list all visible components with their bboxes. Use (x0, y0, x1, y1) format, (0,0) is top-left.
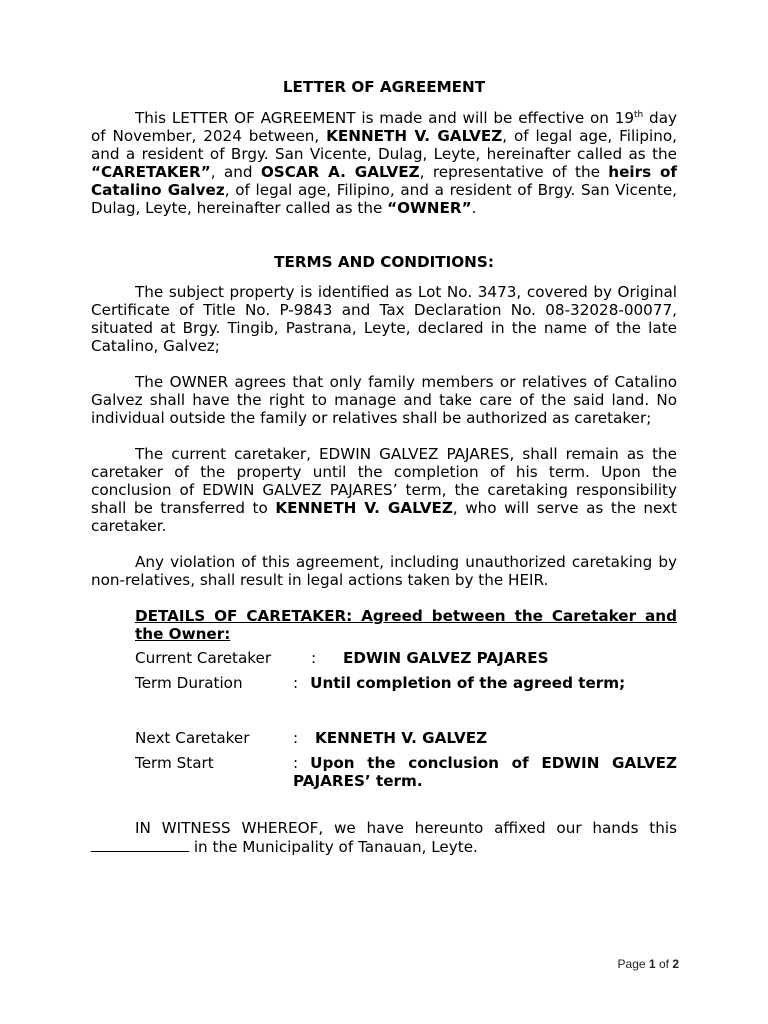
caretaker-details (135, 607, 677, 790)
next-caretaker-value: KENNETH V. GALVEZ (315, 729, 488, 747)
heirs-name: heirs of Catalino Galvez (91, 163, 678, 199)
of-word: of (658, 957, 669, 971)
row-colon: : (293, 754, 299, 772)
row-colon: : (311, 649, 317, 667)
owner-label: “OWNER” (387, 199, 472, 217)
term-start-row (135, 754, 677, 790)
caretaker-name: KENNETH V. GALVEZ (326, 127, 503, 145)
term-duration-label: Term Duration (135, 674, 243, 692)
terms-heading: TERMS AND CONDITIONS: (274, 253, 494, 271)
next-caretaker-row (135, 729, 677, 747)
witness-text-2: in the Municipality of Tanauan, Leyte. (189, 838, 478, 856)
witness-paragraph (91, 819, 677, 856)
term-start-value: Upon the conclusion of EDWIN GALVEZ PAJARES’ term. (293, 754, 677, 790)
witness-text-1: IN WITNESS WHEREOF, we have hereunto affixed our hands this (135, 819, 677, 837)
intro-text-1: This LETTER OF AGREEMENT is made and will be effective on 19 (135, 109, 635, 127)
next-caretaker-label: Next Caretaker (135, 729, 250, 747)
term-duration-value: Until completion of the agreed term; (310, 674, 626, 692)
intro-text-6: , of legal age, Filipino, and a resident of Brgy. San Vicente, Dulag, Leyte, hereinafter called as the (91, 181, 678, 217)
representative-name: OSCAR A. GALVEZ (260, 163, 420, 181)
current-caretaker-row (135, 649, 677, 667)
current-text-2: , who will serve as the next caretaker. (91, 499, 677, 535)
current-caretaker-label: Current Caretaker (135, 649, 272, 667)
caretaker-label: “CARETAKER” (91, 163, 211, 181)
property-paragraph: The subject property is identified as Lot No. 3473, covered by Original Certificate of Title No. P-9843 and Tax Declaration No. 08-32028-00077, situated at Brgy. Tingib, Pastrana, Leyte, declared in the name of the late Catalino, Galvez; (91, 283, 677, 355)
current-caretaker-paragraph (91, 445, 677, 535)
intro-ordinal: th (634, 109, 644, 120)
current-caretaker-value: EDWIN GALVEZ PAJARES (343, 649, 549, 667)
intro-text-3: , of legal age, Filipino, and a resident of Brgy. San Vicente, Dulag, Leyte, hereinafter called as the (91, 127, 677, 163)
owner-paragraph: The OWNER agrees that only family members or relatives of Catalino Galvez shall have the right to manage and take care of the said land. No individual outside the family or relatives shall be authorized as caretaker; (91, 373, 677, 427)
intro-paragraph (91, 109, 677, 217)
page-footer (618, 957, 679, 971)
intro-text-5: , representative of the (419, 163, 609, 181)
current-text-1: The current caretaker, EDWIN GALVEZ PAJARES, shall remain as the caretaker of the property until the completion of his term. Upon the conclusion of EDWIN GALVEZ PAJARES’ term, the caretaking responsibility shall be transferred to (91, 445, 677, 517)
next-caretaker-name: KENNETH V. GALVEZ (275, 499, 453, 517)
term-duration-row (135, 674, 677, 692)
term-duration-body (293, 674, 677, 692)
term-start-label: Term Start (135, 754, 214, 772)
date-blank-line[interactable] (91, 837, 189, 852)
total-pages-number: 2 (672, 957, 679, 971)
row-colon: : (293, 674, 299, 692)
page-word: Page (617, 957, 646, 971)
document-title: LETTER OF AGREEMENT (282, 78, 486, 96)
intro-text-2: day of November, 2024 between, (91, 109, 677, 145)
row-colon: : (293, 729, 299, 747)
current-page-number: 1 (648, 957, 656, 971)
details-heading: DETAILS OF CARETAKER: Agreed between the Caretaker and the Owner: (135, 607, 677, 643)
term-start-body (293, 754, 677, 790)
intro-text-4: , and (210, 163, 261, 181)
intro-text-7: . (471, 199, 477, 217)
violation-paragraph: Any violation of this agreement, including unauthorized caretaking by non-relatives, shall result in legal actions taken by the HEIR. (91, 553, 677, 589)
document-page (91, 78, 677, 856)
